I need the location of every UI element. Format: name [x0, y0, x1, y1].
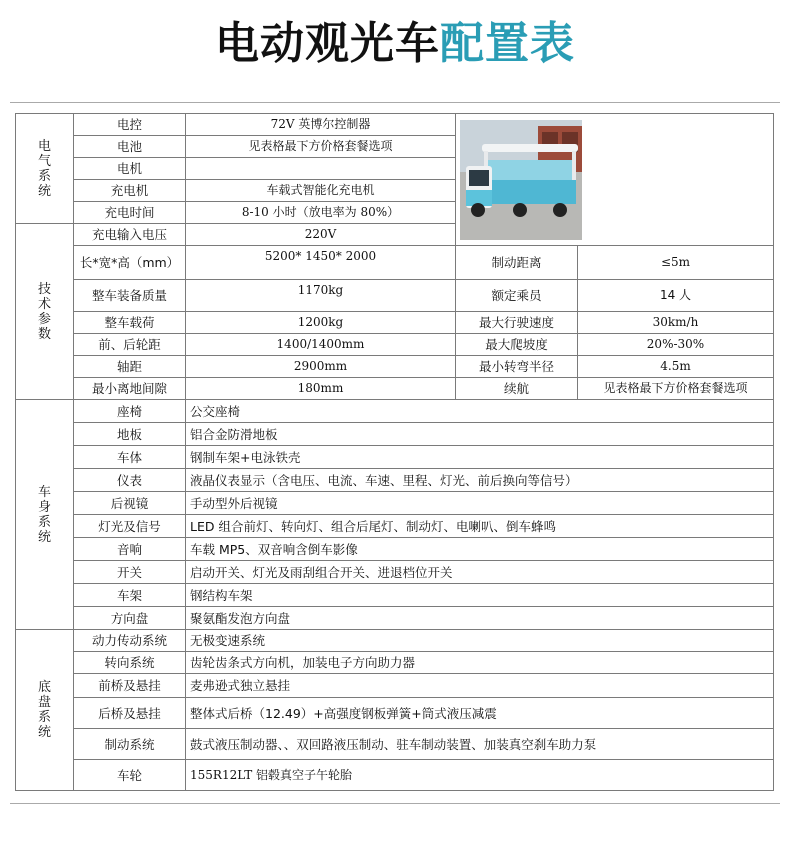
row-value: 鼓式液压制动器、、双回路液压制动、驻车制动装置、加装真空刹车助力泵 — [186, 729, 774, 760]
bottom-divider — [10, 803, 780, 804]
row-label-2: 最小转弯半径 — [456, 356, 578, 378]
row-value — [186, 158, 456, 180]
row-value-2: 30km/h — [578, 312, 774, 334]
table-row — [16, 423, 774, 446]
row-label: 轴距 — [74, 356, 186, 378]
row-label-2: 最大爬坡度 — [456, 334, 578, 356]
row-value-2: 20%-30% — [578, 334, 774, 356]
row-label: 仪表 — [74, 469, 186, 492]
row-value: 220V — [186, 224, 456, 246]
table-row — [16, 561, 774, 584]
row-value: 1400/1400mm — [186, 334, 456, 356]
vehicle-photo — [456, 114, 774, 246]
row-label: 后视镜 — [74, 492, 186, 515]
table-row — [16, 114, 774, 136]
row-label-2: 续航 — [456, 378, 578, 400]
row-value: 无极变速系统 — [186, 630, 774, 652]
section-chassis: 底 盘 系 统 — [16, 630, 74, 791]
row-label: 电机 — [74, 158, 186, 180]
row-value: 8-10 小时（放电率为 80%） — [186, 202, 456, 224]
row-value: 麦弗逊式独立悬挂 — [186, 674, 774, 698]
table-row — [16, 607, 774, 630]
table-row — [16, 356, 774, 378]
row-label: 电控 — [74, 114, 186, 136]
table-row — [16, 280, 774, 312]
row-label: 整车载荷 — [74, 312, 186, 334]
row-value: 整体式后桥（12.49）+高强度钢板弹簧+筒式液压减震 — [186, 698, 774, 729]
row-label: 动力传动系统 — [74, 630, 186, 652]
row-label: 车轮 — [74, 760, 186, 791]
row-value: 1170kg — [186, 280, 456, 312]
row-label: 制动系统 — [74, 729, 186, 760]
row-value: LED 组合前灯、转向灯、组合后尾灯、制动灯、电喇叭、倒车蜂鸣 — [186, 515, 774, 538]
row-value: 手动型外后视镜 — [186, 492, 774, 515]
title-part-accent: 配置表 — [440, 18, 575, 69]
section-body: 车 身 系 统 — [16, 400, 74, 630]
row-value: 钢结构车架 — [186, 584, 774, 607]
table-row — [16, 400, 774, 423]
row-value: 72V 英博尔控制器 — [186, 114, 456, 136]
row-label: 整车装备质量 — [74, 280, 186, 312]
row-value: 1200kg — [186, 312, 456, 334]
table-row — [16, 492, 774, 515]
row-label-2: 制动距离 — [456, 246, 578, 280]
section-electric: 电 气 系 统 — [16, 114, 74, 224]
title-part-main: 电动观光车 — [215, 18, 440, 69]
table-row — [16, 538, 774, 561]
table-row — [16, 698, 774, 729]
row-label: 电池 — [74, 136, 186, 158]
row-label: 车体 — [74, 446, 186, 469]
row-value: 见表格最下方价格套餐选项 — [186, 136, 456, 158]
section-tech: 技 术 参 数 — [16, 224, 74, 400]
row-value: 聚氨酯发泡方向盘 — [186, 607, 774, 630]
spec-table — [15, 113, 774, 791]
row-value-2: ≤5m — [578, 246, 774, 280]
row-label: 后桥及悬挂 — [74, 698, 186, 729]
table-row — [16, 446, 774, 469]
row-label: 方向盘 — [74, 607, 186, 630]
row-label: 前、后轮距 — [74, 334, 186, 356]
row-label: 车架 — [74, 584, 186, 607]
row-value: 155R12LT 铝毂真空子午轮胎 — [186, 760, 774, 791]
row-value: 铝合金防滑地板 — [186, 423, 774, 446]
table-row — [16, 652, 774, 674]
table-row — [16, 378, 774, 400]
row-value: 齿轮齿条式方向机，加装电子方向助力器 — [186, 652, 774, 674]
row-value: 车载式智能化充电机 — [186, 180, 456, 202]
row-label: 开关 — [74, 561, 186, 584]
row-value: 180mm — [186, 378, 456, 400]
table-row — [16, 760, 774, 791]
page-title — [0, 14, 790, 74]
row-label-2: 额定乘员 — [456, 280, 578, 312]
row-label: 前桥及悬挂 — [74, 674, 186, 698]
table-row — [16, 584, 774, 607]
row-value-2: 14 人 — [578, 280, 774, 312]
row-value: 车载 MP5、双音响含倒车影像 — [186, 538, 774, 561]
table-row — [16, 630, 774, 652]
top-divider — [10, 102, 780, 103]
row-value: 液晶仪表显示（含电压、电流、车速、里程、灯光、前后换向等信号） — [186, 469, 774, 492]
row-label: 充电机 — [74, 180, 186, 202]
table-row — [16, 674, 774, 698]
table-row — [16, 729, 774, 760]
table-row — [16, 246, 774, 280]
table-row — [16, 515, 774, 538]
row-value: 公交座椅 — [186, 400, 774, 423]
row-label: 座椅 — [74, 400, 186, 423]
row-label: 转向系统 — [74, 652, 186, 674]
row-value-2: 4.5m — [578, 356, 774, 378]
sightseeing-car-image — [460, 120, 582, 240]
row-label: 充电时间 — [74, 202, 186, 224]
row-value: 钢制车架+电泳铁壳 — [186, 446, 774, 469]
row-label-2: 最大行驶速度 — [456, 312, 578, 334]
row-value: 启动开关、灯光及雨刮组合开关、进退档位开关 — [186, 561, 774, 584]
row-label: 地板 — [74, 423, 186, 446]
row-label: 最小离地间隙 — [74, 378, 186, 400]
row-label: 长*宽*高（mm） — [74, 246, 186, 280]
table-row — [16, 469, 774, 492]
table-row — [16, 312, 774, 334]
row-label: 充电输入电压 — [74, 224, 186, 246]
table-row — [16, 334, 774, 356]
row-label: 灯光及信号 — [74, 515, 186, 538]
row-value: 2900mm — [186, 356, 456, 378]
row-value-2: 见表格最下方价格套餐选项 — [578, 378, 774, 400]
row-value: 5200* 1450* 2000 — [186, 246, 456, 280]
row-label: 音响 — [74, 538, 186, 561]
